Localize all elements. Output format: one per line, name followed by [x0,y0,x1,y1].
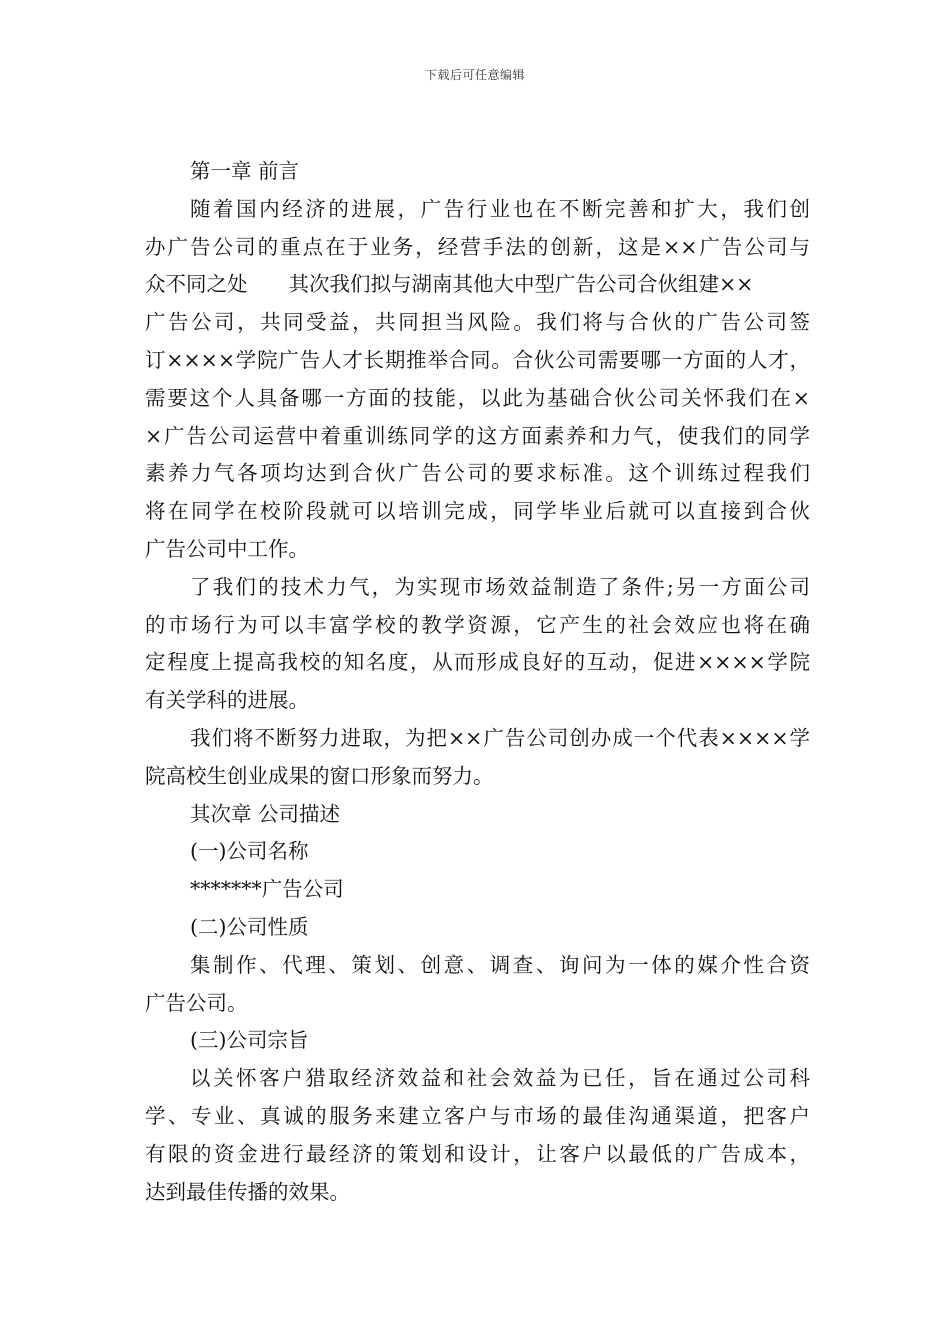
text-line: 定程度上提高我校的知名度，从而形成良好的互动，促进××××学院 [145,650,810,675]
text-line: 广告公司。 [145,990,248,1015]
chapter-heading: 其次章 公司描述 [190,801,341,826]
text-line: 需要这个人具备哪一方面的技能，以此为基础合伙公司关怀我们在× [145,385,810,410]
text-line: 素养力气各项均达到合伙广告公司的要求标准。这个训练过程我们 [145,461,810,486]
section-heading: (三)公司宗旨 [190,1028,309,1053]
text-line: 广告公司中工作。 [145,536,309,561]
text-line: 了我们的技术力气，为实现市场效益制造了条件;另一方面公司 [190,574,810,599]
text-line: 众不同之处 其次我们拟与湖南其他大中型广告公司合伙组建×× [145,272,754,297]
text-line: ×广告公司运营中着重训练同学的这方面素养和力气，使我们的同学 [145,423,810,448]
text-line: 有关学科的进展。 [145,688,309,713]
text-line: 的市场行为可以丰富学校的教学资源，它产生的社会效应也将在确 [145,612,810,637]
text-line: 办广告公司的重点在于业务，经营手法的创新，这是××广告公司与 [145,234,810,259]
text-line: 将在同学在校阶段就可以培训完成，同学毕业后就可以直接到合伙 [145,499,810,524]
text-line: 以关怀客户猎取经济效益和社会效益为已任，旨在通过公司科 [190,1066,810,1091]
document-body [145,153,810,1211]
text-line: 有限的资金进行最经济的策划和设计，让客户以最低的广告成本， [145,1141,810,1166]
header-note: 下载后可任意编辑 [424,68,525,82]
text-line: 我们将不断努力进取，为把××广告公司创办成一个代表××××学 [190,725,810,750]
chapter-heading: 第一章 前言 [190,159,300,183]
text-line: 学、专业、真诚的服务来建立客户与市场的最佳沟通渠道，把客户 [145,1103,810,1128]
text-line: 达到最佳传播的效果。 [145,1179,350,1204]
company-name: *******广告公司 [190,877,344,902]
text-line: 院高校生创业成果的窗口形象而努力。 [145,763,494,788]
text-line: 集制作、代理、策划、创意、调查、询问为一体的媒介性合资 [190,952,810,977]
text-line: 广告公司，共同受益，共同担当风险。我们将与合伙的广告公司签 [145,310,810,335]
text-line: 订××××学院广告人才长期推举合同。合伙公司需要哪一方面的人才， [145,347,810,372]
section-heading: (一)公司名称 [190,839,309,864]
section-heading: (二)公司性质 [190,914,309,939]
text-line: 随着国内经济的进展，广告行业也在不断完善和扩大，我们创 [190,196,810,221]
